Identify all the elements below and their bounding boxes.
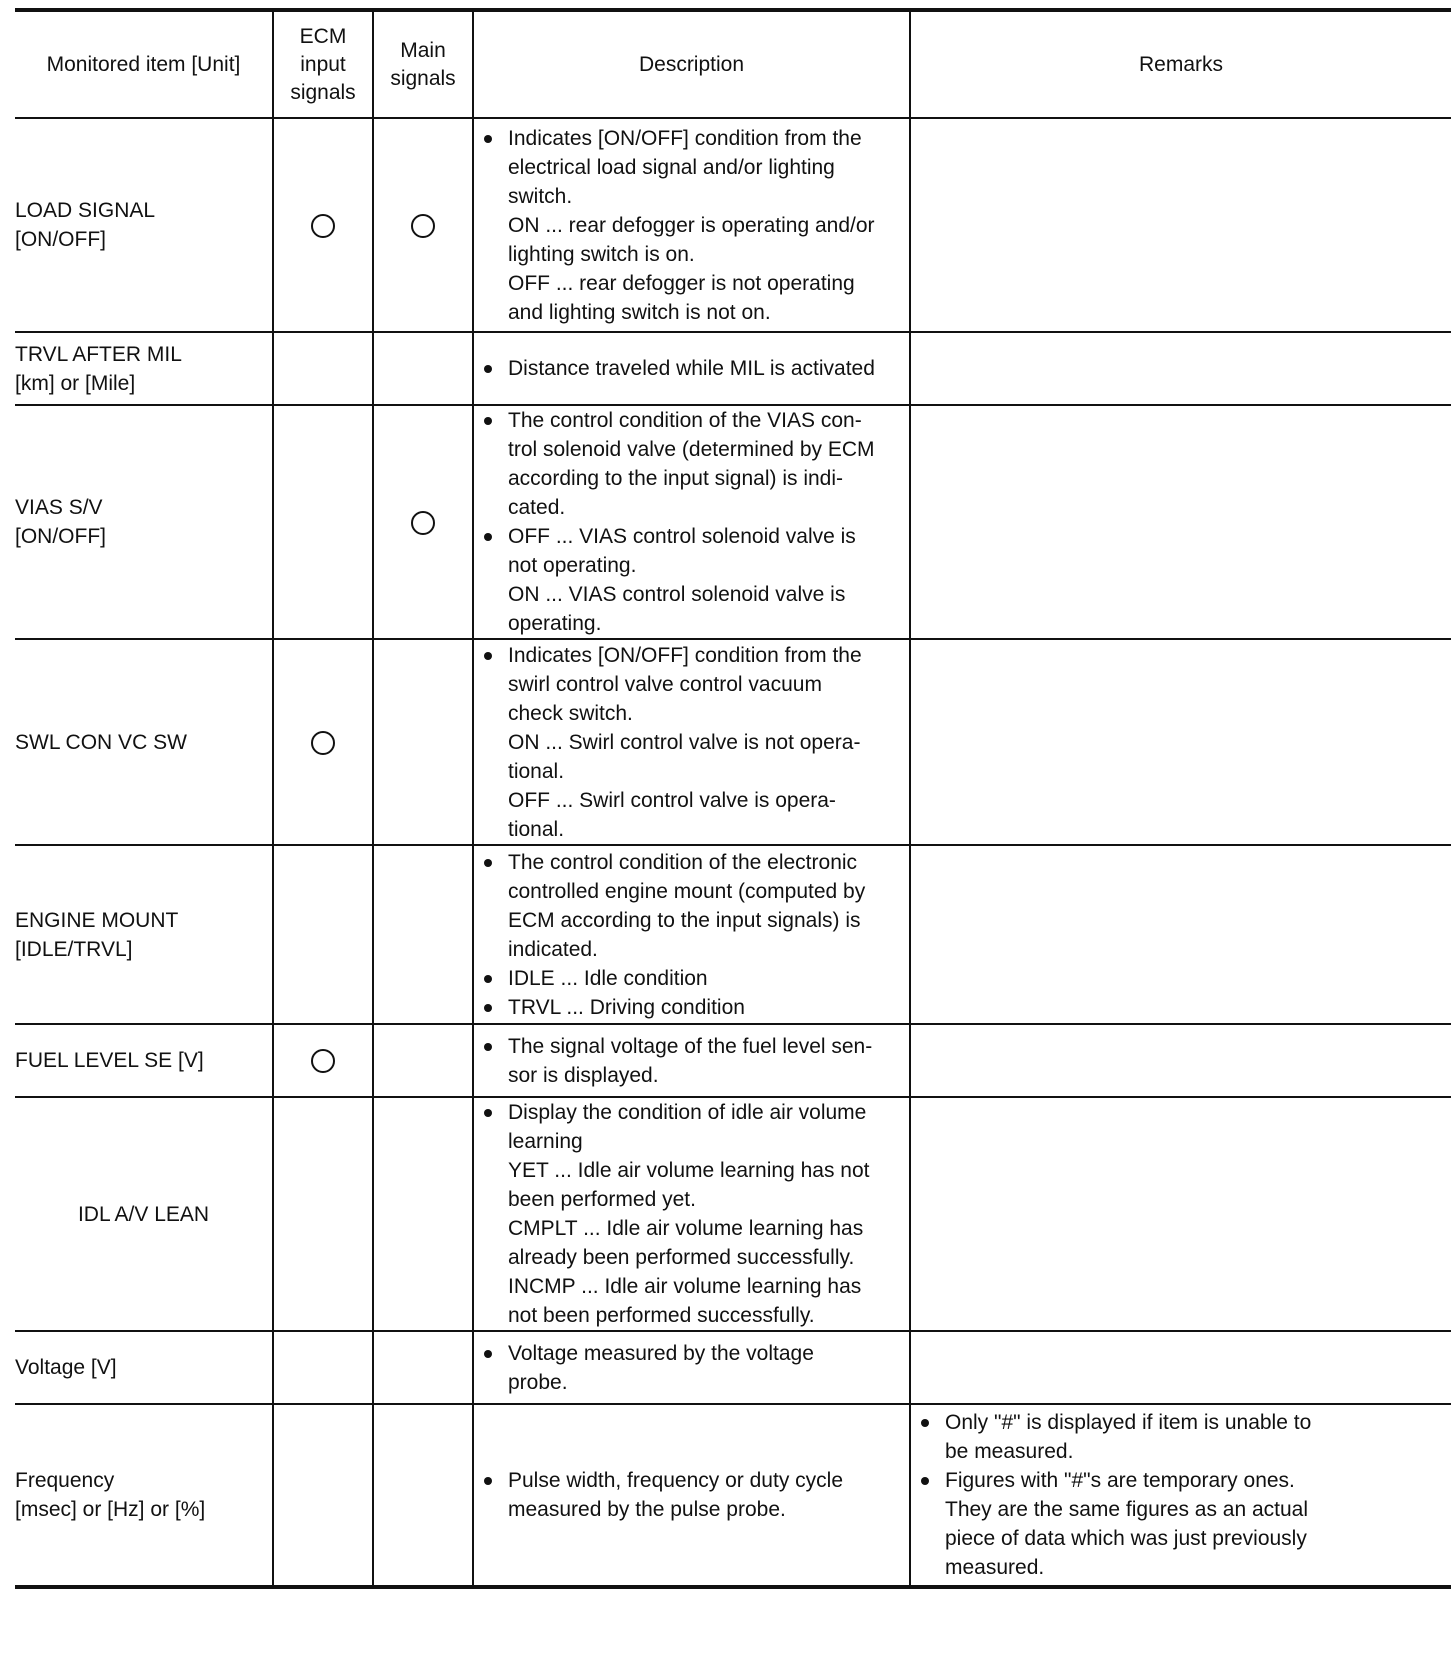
remarks-line: Figures with "#"s are temporary ones. bbox=[945, 1469, 1295, 1492]
ecm-input-signal-cell bbox=[273, 1404, 373, 1587]
description-line: electrical load signal and/or lighting bbox=[508, 155, 835, 179]
main-signal-cell bbox=[373, 1024, 473, 1097]
description-line: TRVL ... Driving condition bbox=[508, 995, 745, 1019]
ecm-input-signal-cell bbox=[273, 639, 373, 845]
description-cell bbox=[473, 1024, 910, 1097]
remarks-cell bbox=[910, 118, 1451, 332]
remarks-line: They are the same figures as an actual bbox=[945, 1498, 1309, 1521]
ecm-input-signal-cell bbox=[273, 405, 373, 639]
description-list bbox=[474, 406, 909, 638]
main-signal-cell bbox=[373, 1404, 473, 1587]
description-list bbox=[474, 124, 909, 327]
remarks-cell bbox=[910, 639, 1451, 845]
remarks-bullet-item bbox=[911, 1408, 1451, 1466]
ecm-input-signal-cell bbox=[273, 1331, 373, 1404]
remarks-list bbox=[911, 1408, 1451, 1582]
description-line: Pulse width, frequency or duty cycle bbox=[508, 1469, 843, 1492]
main-signal-cell bbox=[373, 1097, 473, 1331]
description-bullet-item bbox=[474, 354, 909, 383]
monitored-item-text: [ON/OFF] bbox=[15, 525, 106, 548]
table-row bbox=[15, 1404, 1451, 1587]
description-line: operating. bbox=[508, 612, 602, 635]
description-list bbox=[474, 1339, 909, 1397]
description-line: tional. bbox=[508, 759, 565, 783]
remarks-cell bbox=[910, 332, 1451, 405]
main-signal-cell bbox=[373, 405, 473, 639]
description-list bbox=[474, 1466, 909, 1524]
description-cell bbox=[473, 1404, 910, 1587]
description-list bbox=[474, 354, 909, 383]
ecm-input-signal-cell bbox=[273, 332, 373, 405]
table-row bbox=[15, 1097, 1451, 1331]
monitored-item-text: FUEL LEVEL SE [V] bbox=[15, 1049, 204, 1072]
monitored-item-cell bbox=[15, 1331, 273, 1404]
description-cell bbox=[473, 118, 910, 332]
description-list bbox=[474, 1032, 909, 1090]
circle-mark-icon bbox=[311, 214, 335, 238]
monitored-item-cell bbox=[15, 845, 273, 1024]
description-line: controlled engine mount (computed by bbox=[508, 879, 866, 903]
description-line: according to the input signal) is indi- bbox=[508, 467, 844, 490]
description-list bbox=[474, 641, 909, 844]
main-signal-cell bbox=[373, 332, 473, 405]
monitored-item-cell bbox=[15, 1404, 273, 1587]
table-row bbox=[15, 332, 1451, 405]
table-body bbox=[15, 118, 1451, 1587]
description-line: ECM according to the input signals) is bbox=[508, 908, 861, 932]
description-line: The control condition of the VIAS con- bbox=[508, 409, 862, 432]
remarks-bullet-item bbox=[911, 1466, 1451, 1582]
monitored-item-cell bbox=[15, 639, 273, 845]
description-line: OFF ... VIAS control solenoid valve is bbox=[508, 525, 856, 548]
monitored-item-cell bbox=[15, 118, 273, 332]
table-row bbox=[15, 639, 1451, 845]
description-cell bbox=[473, 1097, 910, 1331]
table-row bbox=[15, 118, 1451, 332]
header-description: Description bbox=[473, 10, 910, 118]
description-cell bbox=[473, 1331, 910, 1404]
header-ecm-line: signals bbox=[290, 80, 356, 104]
description-line: IDLE ... Idle condition bbox=[508, 966, 708, 990]
ecm-input-signal-cell bbox=[273, 845, 373, 1024]
description-line: probe. bbox=[508, 1370, 568, 1394]
description-bullet-item bbox=[474, 848, 909, 964]
description-cell bbox=[473, 845, 910, 1024]
description-line: not operating. bbox=[508, 554, 637, 577]
main-signal-cell bbox=[373, 845, 473, 1024]
header-main-signals bbox=[373, 10, 473, 118]
description-line: sor is displayed. bbox=[508, 1063, 659, 1087]
description-line: ON ... Swirl control valve is not opera- bbox=[508, 730, 861, 754]
table-row bbox=[15, 1331, 1451, 1404]
header-ecm-input-signals bbox=[273, 10, 373, 118]
description-line: and lighting switch is not on. bbox=[508, 300, 771, 324]
table-row bbox=[15, 1024, 1451, 1097]
remarks-line: Only "#" is displayed if item is unable to bbox=[945, 1411, 1312, 1434]
header-remarks: Remarks bbox=[910, 10, 1451, 118]
table-row bbox=[15, 845, 1451, 1024]
description-line: cated. bbox=[508, 496, 566, 519]
description-list bbox=[474, 1098, 909, 1330]
description-line: ON ... rear defogger is operating and/or bbox=[508, 213, 875, 237]
monitored-item-text: [msec] or [Hz] or [%] bbox=[15, 1498, 206, 1521]
description-line: The control condition of the electronic bbox=[508, 850, 858, 874]
main-signal-cell bbox=[373, 1331, 473, 1404]
remarks-line: be measured. bbox=[945, 1440, 1074, 1463]
remarks-line: measured. bbox=[945, 1556, 1045, 1579]
monitored-item-text: IDL A/V LEAN bbox=[77, 1202, 210, 1226]
remarks-cell bbox=[910, 405, 1451, 639]
description-line: YET ... Idle air volume learning has not bbox=[508, 1159, 870, 1182]
description-cell bbox=[473, 639, 910, 845]
remarks-line: piece of data which was just previously bbox=[945, 1527, 1307, 1550]
circle-mark-icon bbox=[411, 214, 435, 238]
description-cell bbox=[473, 405, 910, 639]
description-line: OFF ... rear defogger is not operating bbox=[508, 271, 855, 295]
header-ecm-line: ECM bbox=[299, 24, 347, 48]
header-row bbox=[15, 10, 1451, 118]
description-bullet-item bbox=[474, 522, 909, 638]
main-signal-cell bbox=[373, 118, 473, 332]
description-line: INCMP ... Idle air volume learning has bbox=[508, 1275, 862, 1298]
description-line: check switch. bbox=[508, 701, 633, 725]
monitored-item-text: VIAS S/V bbox=[15, 496, 103, 519]
description-line: learning bbox=[508, 1130, 583, 1153]
description-line: Indicates [ON/OFF] condition from the bbox=[508, 126, 862, 150]
description-bullet-item bbox=[474, 124, 909, 327]
description-bullet-item bbox=[474, 1098, 909, 1330]
description-line: lighting switch is on. bbox=[508, 242, 695, 266]
description-line: Display the condition of idle air volume bbox=[508, 1101, 867, 1124]
remarks-cell bbox=[910, 1404, 1451, 1587]
circle-mark-icon bbox=[411, 511, 435, 535]
main-signal-cell bbox=[373, 639, 473, 845]
table-row bbox=[15, 405, 1451, 639]
description-line: tional. bbox=[508, 817, 565, 841]
remarks-cell bbox=[910, 845, 1451, 1024]
ecm-input-signal-cell bbox=[273, 1024, 373, 1097]
description-line: already been performed successfully. bbox=[508, 1246, 855, 1269]
circle-mark-icon bbox=[311, 1049, 335, 1073]
monitored-item-text: Voltage [V] bbox=[15, 1356, 117, 1379]
monitored-items-table bbox=[15, 8, 1451, 1589]
description-line: trol solenoid valve (determined by ECM bbox=[508, 438, 875, 461]
monitored-item-cell bbox=[15, 405, 273, 639]
monitored-item-cell bbox=[15, 1097, 273, 1331]
monitored-item-text: Frequency bbox=[15, 1469, 115, 1492]
monitored-item-text: [km] or [Mile] bbox=[15, 371, 136, 395]
description-bullet-item bbox=[474, 641, 909, 844]
ecm-input-signal-cell bbox=[273, 118, 373, 332]
description-line: not been performed successfully. bbox=[508, 1304, 815, 1327]
header-main-line: Main bbox=[400, 38, 446, 62]
remarks-cell bbox=[910, 1331, 1451, 1404]
monitored-item-text: TRVL AFTER MIL bbox=[15, 342, 182, 366]
description-line: OFF ... Swirl control valve is opera- bbox=[508, 788, 836, 812]
monitored-item-text: LOAD SIGNAL bbox=[15, 199, 156, 222]
circle-mark-icon bbox=[311, 731, 335, 755]
description-list bbox=[474, 848, 909, 1022]
remarks-cell bbox=[910, 1024, 1451, 1097]
description-cell bbox=[473, 332, 910, 405]
header-monitored-item: Monitored item [Unit] bbox=[15, 10, 273, 118]
description-line: Distance traveled while MIL is activated bbox=[508, 357, 875, 380]
description-line: The signal voltage of the fuel level sen- bbox=[508, 1034, 873, 1058]
description-bullet-item bbox=[474, 964, 909, 993]
monitored-item-text: [IDLE/TRVL] bbox=[15, 937, 133, 961]
monitored-item-text: ENGINE MOUNT bbox=[15, 908, 179, 932]
header-ecm-line: input bbox=[300, 52, 346, 76]
monitored-item-text: [ON/OFF] bbox=[15, 228, 106, 251]
description-line: Indicates [ON/OFF] condition from the bbox=[508, 643, 862, 667]
ecm-input-signal-cell bbox=[273, 1097, 373, 1331]
remarks-cell bbox=[910, 1097, 1451, 1331]
description-line: swirl control valve control vacuum bbox=[508, 672, 822, 696]
description-line: measured by the pulse probe. bbox=[508, 1498, 786, 1521]
description-bullet-item bbox=[474, 1032, 909, 1090]
description-line: ON ... VIAS control solenoid valve is bbox=[508, 583, 846, 606]
description-bullet-item bbox=[474, 993, 909, 1022]
monitored-item-cell bbox=[15, 332, 273, 405]
description-line: Voltage measured by the voltage bbox=[508, 1341, 814, 1365]
description-line: indicated. bbox=[508, 937, 598, 961]
description-bullet-item bbox=[474, 1339, 909, 1397]
header-main-line: signals bbox=[390, 66, 456, 90]
description-bullet-item bbox=[474, 1466, 909, 1524]
description-bullet-item bbox=[474, 406, 909, 522]
description-line: been performed yet. bbox=[508, 1188, 696, 1211]
monitored-item-text: SWL CON VC SW bbox=[15, 730, 187, 754]
monitored-item-cell bbox=[15, 1024, 273, 1097]
description-line: switch. bbox=[508, 184, 573, 208]
description-line: CMPLT ... Idle air volume learning has bbox=[508, 1217, 864, 1240]
